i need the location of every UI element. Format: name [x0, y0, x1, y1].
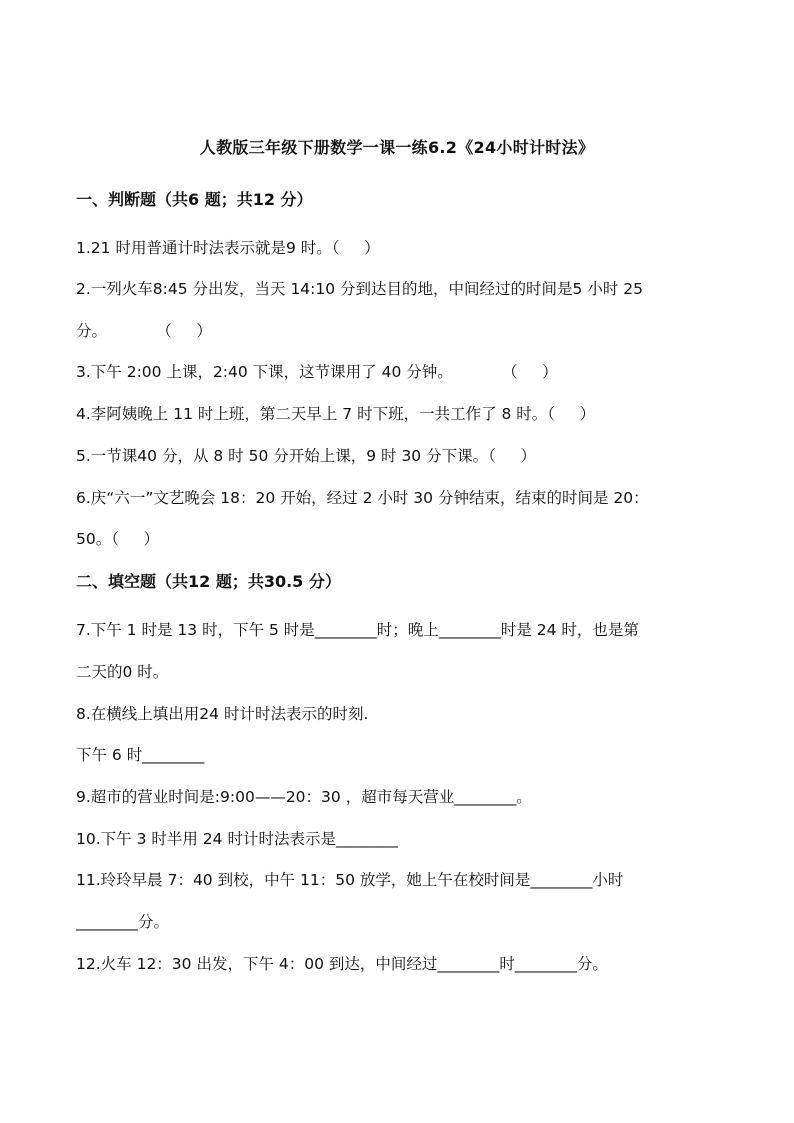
section-heading-true-false: 一、判断题（共6 题；共12 分） [76, 190, 313, 209]
question-7-line-1: 7.下午 1 时是 13 时，下午 5 时是________时；晚上________时是 24 时，也是第 [76, 621, 639, 639]
question-2-line-1: 2.一列火车8:45 分出发，当天 14:10 分到达目的地，中间经过的时间是5 小时 25 [76, 280, 643, 298]
question-8-line-1: 8.在横线上填出用24 时计时法表示的时刻. [76, 705, 369, 723]
question-12: 12.火车 12：30 出发，下午 4：00 到达，中间经过________时________分。 [76, 955, 608, 973]
question-1: 1.21 时用普通计时法表示就是9 时。（ ） [76, 239, 380, 257]
question-2-line-2: 分。 （ ） [76, 322, 212, 340]
question-5: 5.一节课40 分，从 8 时 50 分开始上课，9 时 30 分下课。（ ） [76, 447, 536, 465]
question-6-line-1: 6.庆“六一”文艺晚会 18：20 开始，经过 2 小时 30 分钟结束，结束的时间是 20： [76, 489, 649, 507]
question-6-line-2: 50。（ ） [76, 530, 160, 548]
question-11-line-1: 11.玲玲早晨 7：40 到校，中午 11：50 放学，她上午在校时间是________小时 [76, 871, 624, 889]
page-title: 人教版三年级下册数学一课一练6.2《24小时计时法》 [199, 138, 595, 157]
question-7-line-2: 二天的0 时。 [76, 663, 169, 681]
question-9: 9.超市的营业时间是:9:00——20：30 ，超市每天营业________。 [76, 788, 532, 806]
question-10: 10.下午 3 时半用 24 时计时法表示是________ [76, 830, 398, 848]
question-11-line-2: ________分。 [76, 913, 170, 931]
question-8-line-2: 下午 6 时________ [76, 746, 205, 764]
question-3: 3.下午 2:00 上课，2:40 下课，这节课用了 40 分钟。 （ ） [76, 363, 558, 381]
section-heading-fill-in: 二、填空题（共12 题；共30.5 分） [76, 572, 341, 591]
question-4: 4.李阿姨晚上 11 时上班，第二天早上 7 时下班，一共工作了 8 时。（ ） [76, 405, 596, 423]
